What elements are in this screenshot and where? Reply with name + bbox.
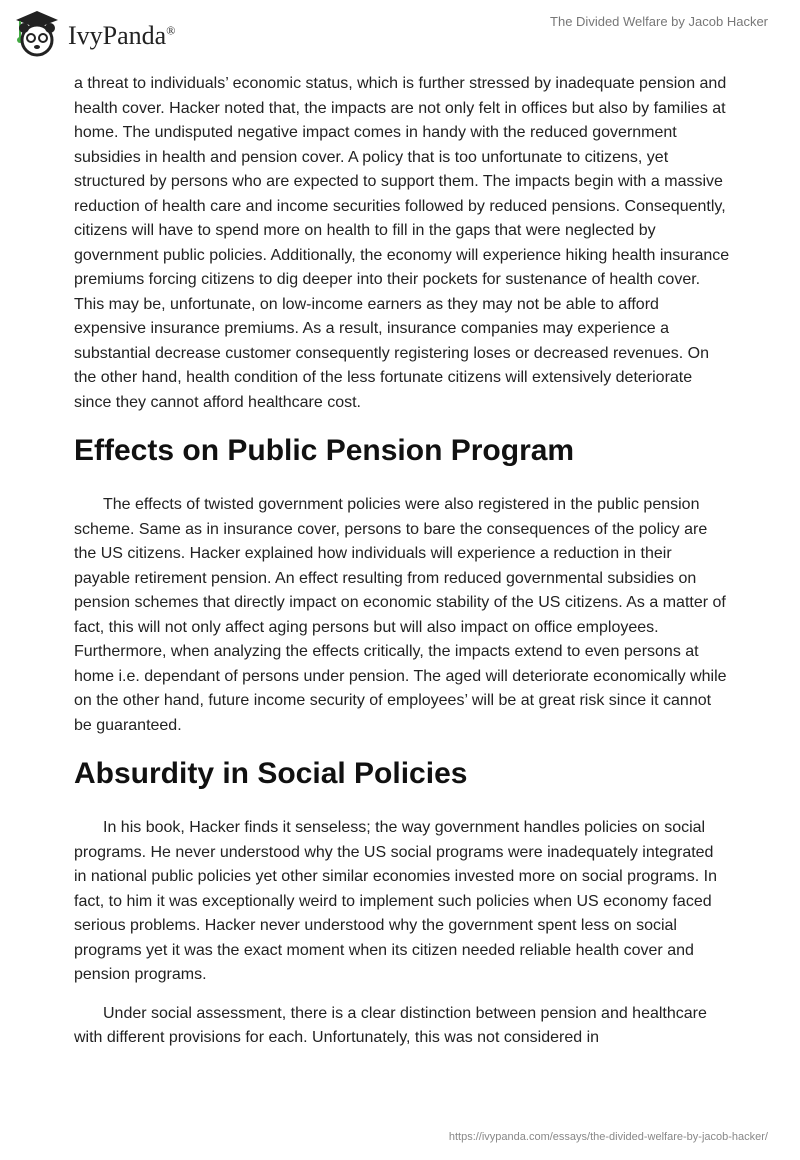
essay-content [74, 72, 730, 1065]
ivypanda-logo[interactable] [12, 8, 175, 58]
paragraph: a threat to individuals’ economic status, which is further stressed by inadequate pension and health cover. Hacker noted that, the impacts are not only felt in offices but also by families at home. The undisputed negative impact comes in handy with the reduced government subsidies in health and pension cover. A policy that is too unfortunate to citizens, yet structured by persons who are expected to support them. The impacts begin with a massive reduction of health care and income securities followed by reduced pensions. Consequently, citizens will have to spend more on health to fill in the gaps that were neglected by government public policies. Additionally, the economy will experience hiking health insurance premiums forcing citizens to dig deeper into their pockets for sustenance of health cover. This may be, unfortunate, on low-income earners as they may not be able to afford expensive insurance premiums. As a result, insurance companies may experience a substantial decrease customer consequently registering loses or decreased revenues. On the other hand, health condition of the less fortunate citizens will extensively deteriorate since they cannot afford healthcare cost. [74, 75, 730, 411]
section-heading: Absurdity in Social Policies [74, 757, 468, 790]
paragraph: Under social assessment, there is a clear distinction between pension and healthcare with different provisions for each. Unfortunately, this was not considered in [74, 1004, 707, 1046]
page-header [0, 0, 800, 60]
source-url[interactable]: https://ivypanda.com/essays/the-divided-welfare-by-jacob-hacker/ [448, 1131, 768, 1143]
paragraph: In his book, Hacker finds it senseless; the way government handles policies on social programs. He never understood why the US social programs were inadequately integrated in national public policies yet other similar economies invested more on social programs. In fact, to him it was exceptionally weird to implement such policies when US economy faced serious problems. Hacker never understood why the government spent less on social programs yet it was the exact moment when its citizen needed reliable health cover and pension programs. [74, 819, 717, 983]
paragraph: The effects of twisted government policies were also registered in the public pension scheme. Same as in insurance cover, persons to bare the consequences of the policy are the US citizens. Hacker explained how individuals will experience a reduction in their payable retirement pension. An effect resulting from reduced governmental subsidies on pension schemes that directly impact on economic stability of the US citizens. As a matter of fact, this will not only affect aging persons but will also impact on office employees. Furthermore, when analyzing the effects critically, the impacts extend to even persons at home i.e. dependant of persons under pension. The aged will deteriorate economically while on the other hand, future income security of employees’ will be at great risk since it cannot be guaranteed. [74, 496, 727, 734]
section-heading: Effects on Public Pension Program [74, 434, 575, 467]
brand-name: IvyPanda® [68, 21, 176, 50]
panda-graduate-icon [12, 8, 62, 58]
document-title: The Divided Welfare by Jacob Hacker [550, 14, 768, 29]
